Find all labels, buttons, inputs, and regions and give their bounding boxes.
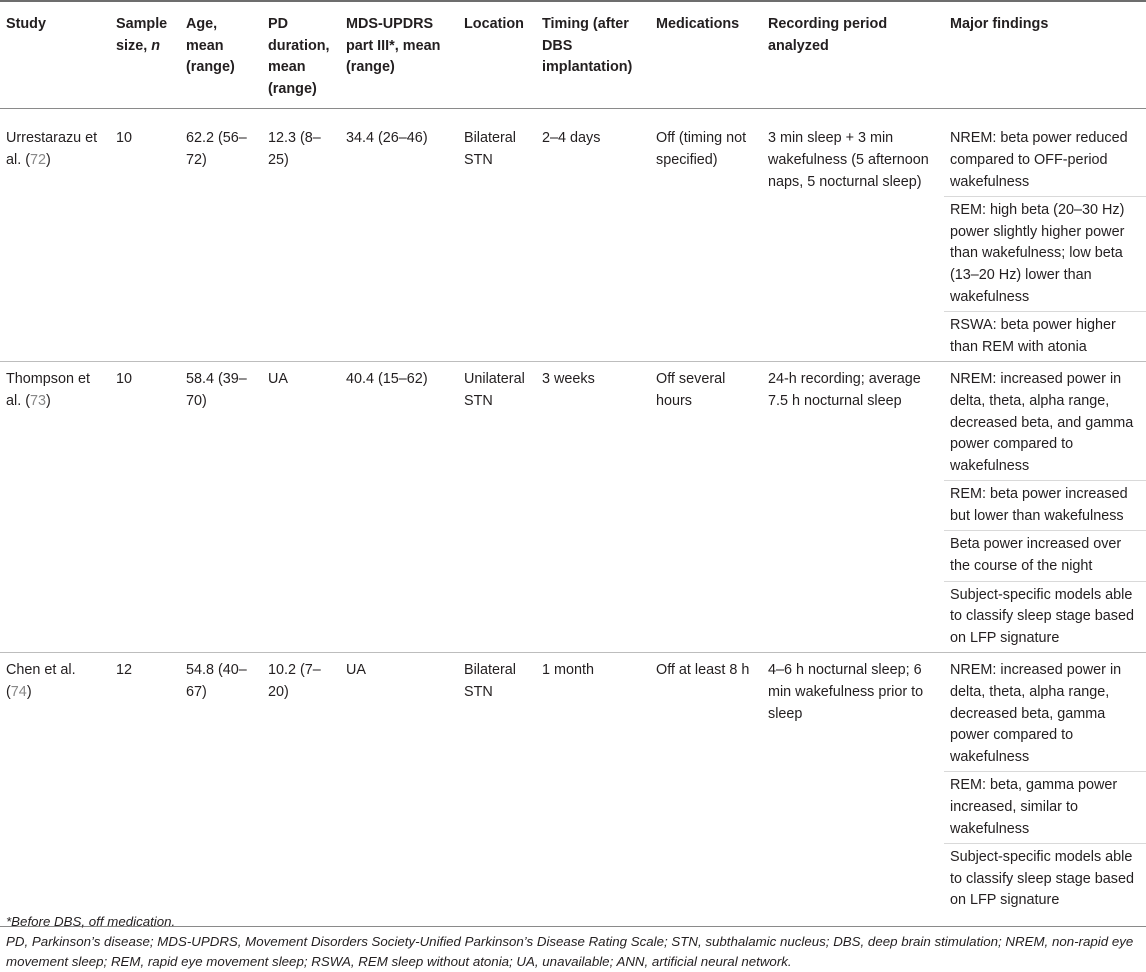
cell-medications: Off at least 8 h [650, 653, 762, 927]
col-recording: Recording period analyzed [762, 1, 944, 109]
cell-recording: 24-h recording; average 7.5 h nocturnal sleep [762, 362, 944, 653]
cell-age: 62.2 (56–72) [186, 130, 247, 168]
cell-timing: 3 weeks [536, 362, 650, 653]
cell-findings [944, 362, 1146, 653]
table-row [0, 362, 1146, 653]
finding-item: Subject-specific models able to classify sleep stage based on LFP signature [944, 843, 1146, 915]
cell-recording: 4–6 h nocturnal sleep; 6 min wakefulness prior to sleep [762, 653, 944, 927]
cell-mds: UA [340, 653, 458, 927]
finding-item: Subject-specific models able to classify sleep stage based on LFP signature [944, 581, 1146, 653]
study-paren: ) [26, 684, 32, 701]
study-paren: ) [46, 392, 51, 409]
col-timing: Timing (after DBS implantation) [536, 1, 650, 109]
study-name: Chen et al. ( [6, 662, 76, 701]
cell-timing: 1 month [536, 653, 650, 927]
citation-link[interactable]: 73 [30, 392, 47, 409]
cell-n: 12 [110, 653, 180, 927]
col-medications: Medications [650, 1, 762, 109]
col-mds-updrs: MDS-UPDRS part III*, mean (range) [340, 1, 458, 109]
col-sample-n: n [151, 37, 160, 54]
finding-item: Beta power increased over the course of the night [944, 530, 1146, 580]
table-footnotes [6, 912, 1140, 972]
cell-pd: 12.3 (8–25) [268, 130, 321, 168]
col-pd-duration: PD duration, mean (range) [262, 1, 340, 109]
cell-study [0, 109, 110, 362]
cell-location: Bilateral STN [458, 653, 536, 927]
citation-link[interactable]: 74 [10, 684, 27, 701]
cell-pd: 10.2 (7–20) [262, 653, 340, 927]
col-age: Age, mean (range) [180, 1, 262, 109]
cell-age: 58.4 (39–70) [180, 362, 262, 653]
cell-medications: Off several hours [650, 362, 762, 653]
cell-medications: Off (timing not specified) [656, 130, 747, 168]
study-name: Thompson et al. ( [6, 371, 90, 409]
col-sample-label-a: Sample [116, 16, 168, 32]
cell-mds: 40.4 (15–62) [340, 362, 458, 653]
finding-item: NREM: beta power reduced compared to OFF-period wakefulness [950, 130, 1128, 190]
cell-location: Bilateral STN [464, 130, 516, 168]
study-name: Urrestarazu et al. ( [6, 130, 98, 168]
footnote-abbreviations: PD, Parkinson’s disease; MDS-UPDRS, Movement Disorders Society-Unified Parkinson’s Disease Rating Scale; STN, subthalamic nucleus; DBS, deep brain stimulation; NREM, non-rapid eye movement sleep; REM, rapid eye movement sleep; RSWA, REM sleep without atonia; UA, unavailable; ANN, artificial neural network. [6, 934, 1134, 969]
col-sample-size [110, 1, 180, 109]
col-location: Location [458, 1, 536, 109]
finding-item: RSWA: beta power higher than REM with atonia [944, 311, 1146, 361]
col-study: Study [0, 1, 110, 109]
cell-pd: UA [262, 362, 340, 653]
citation-link[interactable]: 72 [30, 151, 47, 168]
finding-item: REM: beta power increased but lower than wakefulness [944, 480, 1146, 530]
cell-study [0, 362, 110, 653]
finding-item: NREM: increased power in delta, theta, alpha range, decreased beta, gamma power compared to wakefulness [950, 662, 1122, 765]
table-row [0, 109, 1146, 362]
finding-item: REM: high beta (20–30 Hz) power slightly higher power than wakefulness; low beta (13–20 Hz) lower than wakefulness [944, 196, 1146, 311]
study-paren: ) [46, 151, 51, 168]
cell-findings [944, 109, 1146, 362]
table-row [0, 653, 1146, 927]
cell-timing: 2–4 days [542, 130, 601, 147]
cell-mds: 34.4 (26–46) [346, 130, 428, 147]
cell-n: 10 [110, 362, 180, 653]
cell-study [0, 653, 110, 927]
footnote-asterisk: *Before DBS, off medication. [6, 914, 176, 929]
cell-age: 54.8 (40–67) [180, 653, 262, 927]
header-row [0, 1, 1146, 109]
cell-n: 10 [116, 130, 133, 147]
cell-findings [944, 653, 1146, 927]
cell-recording: 3 min sleep + 3 min wakefulness (5 afternoon naps, 5 nocturnal sleep) [768, 130, 929, 190]
col-findings: Major findings [944, 1, 1146, 109]
cell-location: Unilateral STN [458, 362, 536, 653]
finding-item: NREM: increased power in delta, theta, alpha range, decreased beta, and gamma power compared to wakefulness [950, 371, 1134, 474]
finding-item: REM: beta, gamma power increased, similar to wakefulness [944, 771, 1146, 843]
col-sample-label-b: size, [116, 37, 152, 54]
